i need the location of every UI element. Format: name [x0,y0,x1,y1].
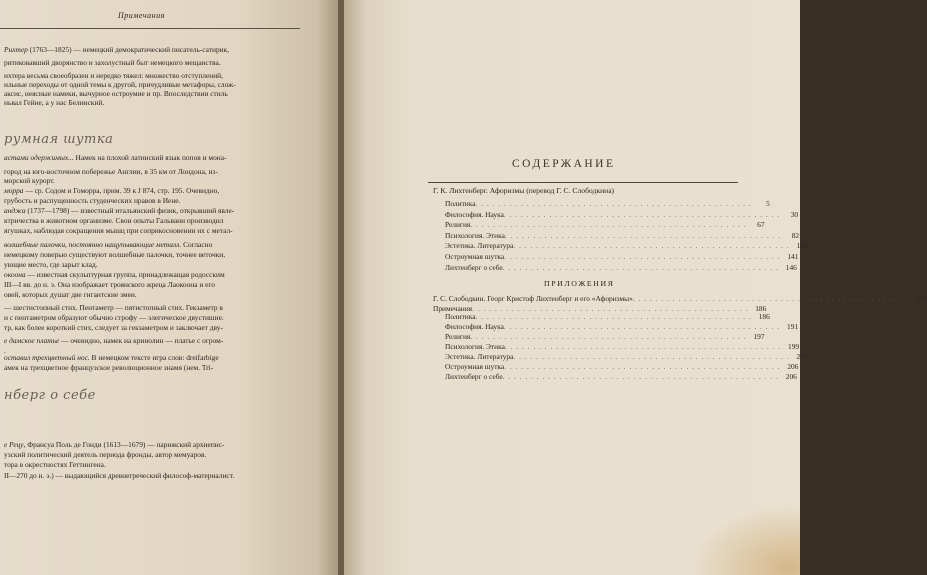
toc-entry-page: 108 [796,241,808,251]
note-italic: анджа [4,206,26,215]
note-line [4,153,304,162]
toc-main-list [445,199,808,273]
note-text: тора в окрестностях Геттингена. [4,460,106,469]
toc-entry-page: 186 [755,304,767,313]
note-line [4,45,304,54]
note-line [4,206,304,215]
toc-entry [445,372,797,382]
toc-leader-dots: . . . . . . . . . . . . . . . . . . . . . . . . . . . . . . . . . . . . . . . . . . . . . . . . . [475,312,752,321]
toc-leader-dots: . . . . . . . . . . . . . . . . . . . . . . . . . . . . . . . . . . . . . . . . . . . . . . . . . [504,251,781,261]
running-head: Примечания [118,11,165,20]
note-line [4,176,304,185]
toc-leader-dots: . . . . . . . . . . . . . . . . . . . . . . . . . . . . . . . . . . . . . . . . . . . . . . . . . [470,332,747,341]
note-line [4,303,304,312]
toc-entry [445,199,770,210]
toc-entry [445,342,800,352]
note-line [4,323,304,332]
toc-entry [445,251,799,263]
toc-entry [445,352,808,362]
note-text: ягушках, наблюдая сокращения мышц при соприкосновении их с метал- [4,226,233,235]
note-italic: морра [4,186,24,195]
toc-entry-page: 202 [796,352,808,361]
note-italic: оставил трехцветный нос. [4,353,90,362]
toc-leader-dots: . . . . . . . . . . . . . . . . . . . . . . . . . . . . . . . . . . . . . . . . . . . . . . . . . [470,220,747,230]
note-text: ктричества в животном организме. Свои опыты Гальвани производил [4,216,224,225]
note-text: Намек на плохой латинский язык попов и мона- [73,153,227,162]
note-line [4,250,304,259]
toc-entry-page: 199 [788,342,800,351]
toc-main-heading: Г. К. Лихтенберг. Афоризмы (перевод Г. С. Слободкина) [433,186,615,195]
toc-leader-dots: . . . . . . . . . . . . . . . . . . . . . . . . . . . . . . . . . . . . . . . . . . . . . . . . . [504,230,782,240]
note-line [4,167,304,176]
note-text: морской курорт. [4,176,55,185]
toc-leader-dots: . . . . . . . . . . . . . . . . . . . . . . . . . . . . . . . . . . . . . . . . . . . . . . . . . [502,262,779,272]
toc-entry-title: Г. С. Слободкин. Георг Кристоф Лихтенберг и его «Афоризмы» [433,294,633,303]
note-text: В немецком тексте игра слов: dreifarbige [89,353,219,362]
note-line [4,58,304,67]
toc-entry-page: 191 [787,322,799,331]
toc-leader-dots: . . . . . . . . . . . . . . . . . . . . . . . . . . . . . . . . . . . . . . . . . . . . . . . . . [502,372,779,381]
note-line [4,313,304,322]
note-text: грубость и распущенность студенческих нравов в Иене. [4,196,181,205]
note-line [4,226,304,235]
note-text: ньвал Гейне, а у нас Белинский. [4,98,105,107]
toc-entry-title: Лихтенберг о себе [445,262,503,272]
note-text: Согласно [181,240,213,249]
note-italic: окоона [4,270,26,279]
note-line [4,98,304,107]
toc-entry-page: 82 [791,230,800,240]
toc-entry [445,362,799,372]
note-italic: е дамское платье [4,336,60,345]
toc-entry-page: 146 [785,262,797,272]
toc-entry-title: Эстетика. Литература [445,241,514,251]
toc-entry-title: Политика [445,312,476,321]
note-line [4,353,304,362]
toc-entry [445,220,765,231]
paper-stain [690,505,800,575]
note-line [4,186,304,195]
note-text: (1763—1825) — немецкий демократический писатель-сатирик, [27,45,230,54]
note-line [4,290,304,299]
header-rule [0,28,300,29]
note-text: III—I вв. до н. э. Она изображает троянского жреца Лаокоона и его [4,280,215,289]
left-page [0,0,338,575]
toc-entry-title: Остроумная шутка [445,251,505,261]
note-text: ритиковавший дворянство и захолустный быт немецкого мещанства. [4,58,221,67]
note-italic: Рихтер [4,45,28,54]
note-text: , Франсуа Поль де Гонди (1613—1679) — парижский архиепис- [23,440,225,449]
toc-leader-dots: . . . . . . . . . . . . . . . . . . . . . . . . . . . . . . . . . . . . . . . . . . . . . . . . . [475,199,752,208]
note-line [4,471,304,480]
note-line [4,460,304,469]
note-text: ильные переходы от одной темы к другой, причудливые метафоры, слож- [4,80,236,89]
toc-entry-page: 206 [787,362,799,371]
toc-leader-dots: . . . . . . . . . . . . . . . . . . . . . . . . . . . . . . . . . . . . . . . . . . . . . . . . . [503,209,781,219]
note-text: овей, которых душат две гигантские змеи. [4,290,137,299]
toc-entry-page: 67 [757,220,765,230]
toc-entry-title: Психология. Этика [445,342,505,351]
note-line [4,80,304,89]
note-line [4,363,304,372]
toc-entry [433,294,927,304]
note-line [4,440,304,449]
note-line [4,89,304,98]
note-line [4,336,304,345]
toc-entry-title: Религия [445,220,471,230]
toc-leader-dots: . . . . . . . . . . . . . . . . . . . . . . . . . . . . . . . . . . . . . . . . . . . . . . . . . [513,241,790,251]
note-text: аксис, неясные намеки, вычурное остроумие и пр. Впоследствии стиль [4,89,228,98]
note-text: город на юго-восточном побережье Англии, в 35 км от Лондона, из- [4,167,218,176]
toc-entry-page: 30 [790,209,799,219]
note-line [4,270,304,279]
note-text: — ср. Содом и Гоморра, прим. 39 к J 874, стр. 195. Очевидно, [23,186,220,195]
toc-entry-title: Примечания [433,304,473,313]
toc-entry-title: Эстетика. Литература [445,352,514,361]
note-text: и с пентаметром образуют обычно строфу — элегическое двустишие. [4,313,224,322]
note-italic: е Рецу [4,440,24,449]
toc-entry-page: 155 [915,294,927,303]
note-line [4,450,304,459]
toc-leader-dots: . . . . . . . . . . . . . . . . . . . . . . . . . . . . . . . . . . . . . . . . . . . . . . . . . [504,342,782,351]
toc-entry-page: 141 [787,251,799,261]
note-line [4,196,304,205]
note-text: II—270 до н. э.) — выдающийся древнегреческий философ-материалист. [4,471,235,480]
toc-leader-dots: . . . . . . . . . . . . . . . . . . . . . . . . . . . . . . . . . . . . . . . . . . . . . . . . . [503,322,781,331]
note-text: узский политический деятель периода фронды, автор мемуаров. [4,450,207,459]
note-text: — очевидно, намек на кринолин — платье с огром- [59,336,224,345]
note-line [4,280,304,289]
toc-leader-dots: . . . . . . . . . . . . . . . . . . . . . . . . . . . . . . . . . . . . . . . . . . . . . . . . . [472,304,749,313]
toc-entry-title: Философия. Наука [445,322,504,331]
toc-entry-title: Политика [445,199,476,208]
toc-entry-title: Философия. Наука [445,209,504,219]
toc-entry [445,230,800,242]
appendix-label: ПРИЛОЖЕНИЯ [544,279,615,288]
toc-entry-title: Лихтенберг о себе [445,372,503,381]
note-text: — шестистопный стих. Пентаметр — пятистопный стих. Гекзаметр в [4,303,223,312]
note-line [4,216,304,225]
section-head: нберг о себе [4,388,96,403]
section-head: румная шутка [4,132,114,147]
page-title: СОДЕРЖАНИЕ [512,158,616,170]
toc-entry-title: Остроумная шутка [445,362,505,371]
note-text: амек на трехцветное французское революционное знамя (нем. Tri- [4,363,214,372]
note-text: — известная скульптурная группа, принадлежащая родосским [25,270,225,279]
note-italic: астами одержимых... [4,153,74,162]
toc-entry-page: 5 [766,199,770,208]
note-line [4,240,304,249]
note-italic: волшебные палочки, постоянно нащупывающие металл. [4,240,182,249]
toc-entry [445,262,797,274]
note-line [4,260,304,269]
toc-entry-page: 186 [758,312,770,321]
toc-entry [445,332,765,342]
note-text: (1737—1798) — известный итальянский физик, открывший явле- [25,206,235,215]
note-text: ующие место, где зарыт клад. [4,260,98,269]
note-text: . [4,346,6,355]
note-text: немецкому поверью существуют волшебные палочки, точнее веточки, [4,250,226,259]
note-text: тр, как более короткий стих, следует за гекзаметром и заключает дву- [4,323,223,332]
title-rule [428,182,738,183]
toc-leader-dots: . . . . . . . . . . . . . . . . . . . . . . . . . . . . . . . . . . . . . . . . . . . . . . . . . [504,362,781,371]
toc-entry [445,312,770,322]
toc-entry-title: Психология. Этика [445,230,505,240]
toc-entry [445,209,799,221]
toc-entry-page: 206 [785,372,797,381]
toc-entry-page: 197 [753,332,765,341]
toc-entry [445,322,799,332]
note-text: ихтера весьма своеобразен и нередко тяжел: множество отступлений, [4,71,223,80]
toc-entry [445,241,808,252]
toc-leader-dots: . . . . . . . . . . . . . . . . . . . . . . . . . . . . . . . . . . . . . . . . . . . . . . . . . [513,352,790,361]
note-line [4,71,304,80]
toc-leader-dots: . . . . . . . . . . . . . . . . . . . . . . . . . . . . . . . . . . . . . . . . . . . . . . . . . [632,294,910,303]
toc-appendix-list [433,294,927,314]
toc-entry-title: Религия [445,332,471,341]
toc-notes-list [445,312,808,382]
